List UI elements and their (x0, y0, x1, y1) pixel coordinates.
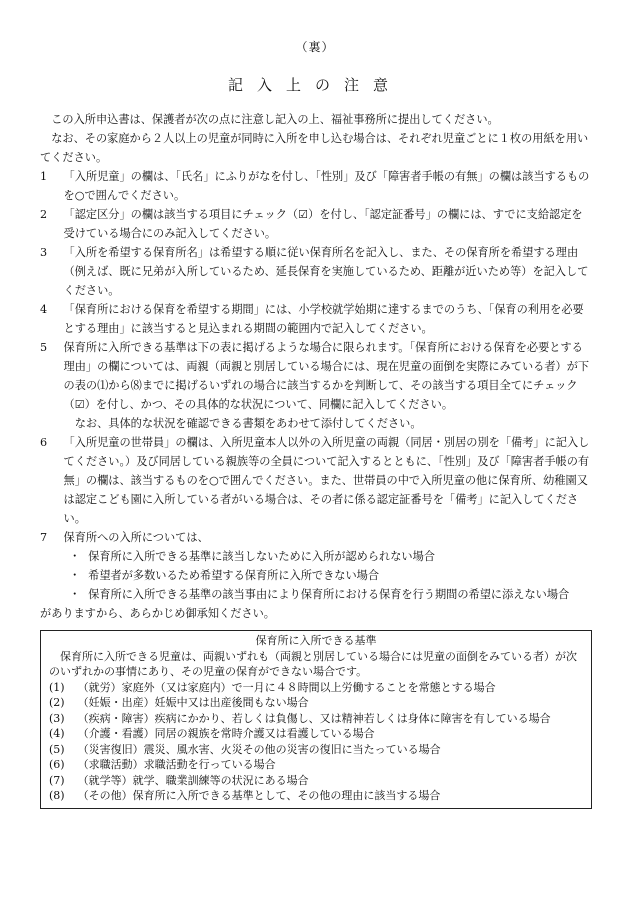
page-side-label: （裏） (295, 40, 335, 54)
item-text: 「保育所における保育を希望する期間」には、小学校就学始期に達するまでのうち、「保育の利用を必要とする理由」に該当すると見込まれる期間の範囲内で記入してください。 (63, 303, 584, 335)
bullet-dot-icon: ・ (69, 550, 81, 563)
reason-text: （災害復旧）震災、風水害、火災その他の災害の復旧に当たっている場合 (77, 742, 441, 756)
intro-paragraph-1: この入所申込書は、保護者が次の点に注意し記入の上、福祉事務所に提出してください。 (51, 113, 499, 126)
item-number: 2 (40, 208, 48, 221)
item-number: 4 (40, 303, 48, 316)
bullet-text: 希望者が多数いるため希望する保育所に入所できない場合 (88, 569, 380, 582)
reason-text: （その他）保育所に入所できる基準として、その他の理由に該当する場合 (77, 789, 441, 802)
item-text: 「認定区分」の欄は該当する項目にチェック（☑）を付し、「認定証番号」の欄には、すでに支給認定を受けている場合にのみ記入してください。 (63, 208, 583, 240)
criteria-reason-item (49, 680, 583, 696)
reason-text: （介護・看護）同居の親族を常時介護又は看護している場合 (77, 727, 375, 740)
item-number: 7 (40, 531, 48, 544)
reason-number: (7) (49, 773, 65, 787)
item-text: 「入所を希望する保育所名」は希望する順に従い保育所名を記入し、また、その保育所を希望する理由（例えば、既に兄弟が入所しているため、延長保育を実施しているため、距離が近いため等）を記入してください。 (63, 246, 589, 297)
item-text: 保育所への入所については、 (63, 531, 209, 544)
bullet-text: 保育所に入所できる基準の該当事由により保育所における保育を行う期間の希望に添えない場合 (88, 588, 570, 601)
reason-number: (5) (49, 742, 65, 756)
instruction-item-2 (40, 205, 592, 243)
reason-text: （妊娠・出産）妊娠中又は出産後間もない場合 (77, 696, 309, 709)
instruction-item-3 (40, 243, 592, 300)
criteria-box-title: 保育所に入所できる基準 (255, 634, 377, 647)
bullet-dot-icon: ・ (69, 569, 81, 582)
item-number: 3 (40, 246, 48, 259)
closing-sentence: がありますから、あらかじめ御承知ください。 (40, 607, 275, 620)
criteria-reason-item (49, 711, 583, 727)
item-5-note: なお、具体的な状況を確認できる書類をあわせて添付してください。 (74, 417, 422, 430)
reason-number: (6) (49, 758, 65, 771)
reason-number: (2) (49, 696, 65, 709)
reason-number: (8) (49, 789, 65, 802)
reason-text: （求職活動）求職活動を行っている場合 (77, 758, 276, 771)
intro-paragraph-2: なお、その家庭から２人以上の児童が同時に入所を申し込む場合は、それぞれ児童ごとに１枚の用紙を用いてください。 (40, 132, 589, 164)
item-7-bullet-list (40, 547, 592, 604)
bullet-item (40, 566, 592, 585)
reason-text: （就労）家庭外（又は家庭内）で一月に４８時間以上労働することを常態とする場合 (77, 680, 496, 694)
item-text: 「入所児童の世帯員」の欄は、入所児童本人以外の入所児童の両親（同居・別居の別を「備考」に記入してください。）及び同居している親族等の全員について記入するとともに、「性別」及び「障害者手帳の有無」の欄は、該当するものを○で囲んでください。また、世帯員の中で入所児童の他に保育所、幼稚園又は認定こども園に入所している者がいる場合は、その者に係る認定証番号を「備考」に記入してください。 (63, 436, 590, 525)
bullet-item (40, 585, 592, 604)
criteria-box-intro: 保育所に入所できる児童は、両親いずれも（両親と別居している場合には児童の面倒をみている者）が次のいずれかの事情にあり、その児童の保育ができない場合です。 (49, 649, 577, 678)
bullet-item (40, 547, 592, 566)
instructions-body (40, 110, 592, 623)
criteria-reason-item (49, 773, 583, 789)
instruction-item-1 (40, 167, 592, 205)
reason-number: (1) (49, 680, 65, 694)
item-number: 5 (40, 341, 48, 354)
item-number: 1 (40, 170, 48, 183)
reason-text: （疾病・障害）疾病にかかり、若しくは負傷し、又は精神若しくは身体に障害を有している場合 (77, 711, 551, 725)
criteria-reason-list (49, 680, 583, 804)
bullet-text: 保育所に入所できる基準に該当しないために入所が認められない場合 (88, 550, 435, 563)
instruction-item-4 (40, 300, 592, 338)
criteria-reason-item (49, 742, 583, 758)
instruction-item-7 (40, 528, 592, 547)
admission-criteria-box (40, 630, 592, 809)
instruction-item-6 (40, 433, 592, 528)
page-title: 記入上の注意 (227, 76, 402, 94)
instruction-item-5 (40, 338, 592, 414)
bullet-dot-icon: ・ (69, 588, 81, 601)
criteria-reason-item (49, 788, 583, 804)
item-number: 6 (40, 436, 48, 449)
item-text: 保育所に入所できる基準は下の表に掲げるような場合に限られます。「保育所における保育を必要とする理由」の欄については、両親（両親と別居している場合には、現在児童の面倒を実際にみている者）が下の表の⑴から⑻までに掲げるいずれの場合に該当するかを判断して、その該当する項目全てにチェック（☑）を付し、かつ、その具体的な状況について、同欄に記入してください。 (63, 341, 590, 411)
reason-number: (3) (49, 711, 65, 725)
criteria-reason-item (49, 695, 583, 711)
item-text: 「入所児童」の欄は、「氏名」にふりがなを付し、「性別」及び「障害者手帳の有無」の欄は該当するものを○で囲んでください。 (63, 170, 590, 202)
criteria-reason-item (49, 726, 583, 742)
reason-number: (4) (49, 727, 65, 740)
criteria-reason-item (49, 757, 583, 773)
reason-text: （就学等）就学、職業訓練等の状況にある場合 (77, 773, 309, 787)
